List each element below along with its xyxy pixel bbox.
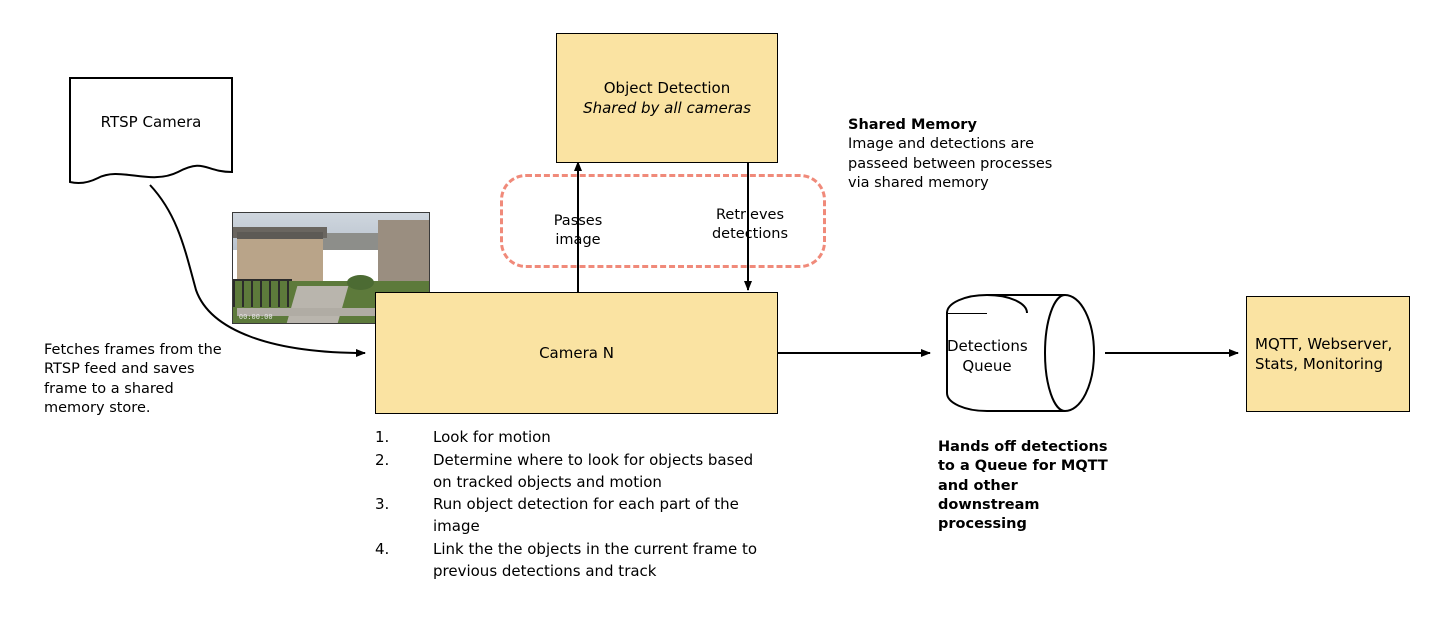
edge-label-passes-image <box>520 212 636 250</box>
node-rtsp-camera <box>70 113 232 131</box>
passes-image-line1: Passes <box>553 213 603 229</box>
step-number: 4. <box>375 539 390 558</box>
step-number: 2. <box>375 450 390 469</box>
thumb-bush <box>347 275 374 290</box>
object-detection-label: Object Detection <box>603 78 731 97</box>
list-item <box>375 494 775 538</box>
camera-n-label: Camera N <box>539 343 614 362</box>
object-detection-sublabel: Shared by all cameras <box>583 99 751 117</box>
note-shared-memory <box>848 116 1054 193</box>
note-fetch-frames: Fetches frames from the RTSP feed and saves frame to a shared memory store. <box>44 342 222 416</box>
thumb-fence <box>233 279 292 307</box>
node-detections-queue <box>947 336 1027 377</box>
step-text: Look for motion <box>433 428 551 446</box>
edge-label-retrieves-detections <box>688 206 812 244</box>
retrieves-detections-line1: Retrieves <box>716 207 784 223</box>
node-consumers <box>1246 296 1410 412</box>
node-camera-n <box>375 292 778 414</box>
detections-queue-label-line2: Queue <box>962 357 1012 376</box>
step-text: Link the the objects in the current frame to previous detections and track <box>433 539 758 580</box>
step-text: Determine where to look for objects based on tracked objects and motion <box>433 450 754 491</box>
shared-memory-note-title: Shared Memory <box>848 117 977 133</box>
camera-steps-list <box>375 427 775 583</box>
node-object-detection <box>556 33 778 163</box>
note-queue-handoff: Hands off detections to a Queue for MQTT and other downstream processing <box>938 439 1108 533</box>
rtsp-camera-label: RTSP Camera <box>100 113 202 131</box>
passes-image-line2: image <box>555 231 601 248</box>
consumers-label-line1: MQTT, Webserver, <box>1255 334 1393 353</box>
step-number: 3. <box>375 495 390 514</box>
retrieves-detections-line2: detections <box>711 225 789 242</box>
thumb-background-houses <box>319 233 386 251</box>
shared-memory-note-body: Image and detections are passeed between processes via shared memory <box>848 136 1053 191</box>
detections-queue-label-line1: Detections <box>947 337 1028 355</box>
step-number: 1. <box>375 428 390 446</box>
list-item <box>375 427 775 449</box>
list-item <box>375 450 775 494</box>
thumb-walkway <box>286 286 348 323</box>
thumb-timestamp: 00:00:00 <box>238 312 273 321</box>
consumers-label-line2: Stats, Monitoring <box>1255 355 1384 373</box>
list-item <box>375 539 775 583</box>
step-text: Run object detection for each part of the image <box>433 495 739 535</box>
